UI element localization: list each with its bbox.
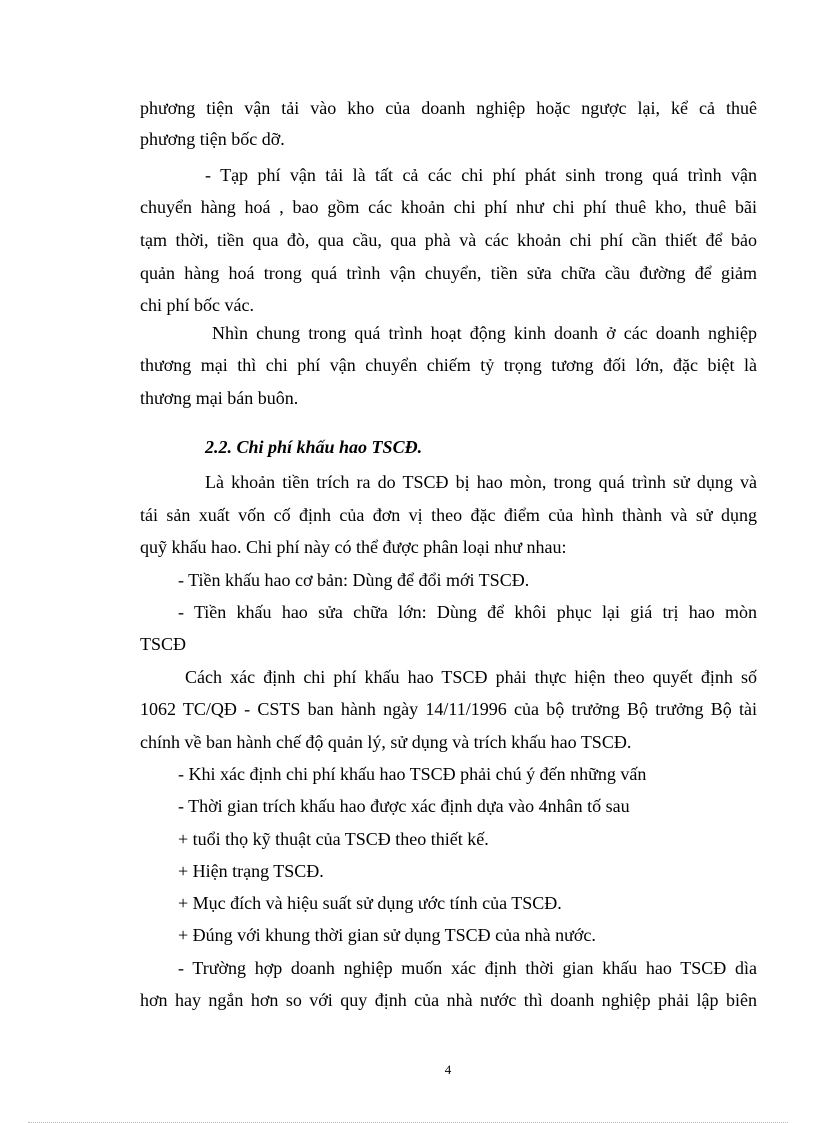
list-item: + tuổi thọ kỹ thuật của TSCĐ theo thiết kế. (178, 829, 489, 849)
paragraph-line: chi phí bốc vác. (140, 295, 254, 315)
list-item: + Hiện trạng TSCĐ. (178, 861, 324, 881)
list-item: + Mục đích và hiệu suất sử dụng ước tính của TSCĐ. (178, 893, 562, 913)
paragraph-line: thương mại thì chi phí vận chuyển chiếm tỷ trọng tương đối lớn, đặc biệt là (140, 355, 757, 375)
section-heading: 2.2. Chi phí khấu hao TSCĐ. (205, 437, 423, 457)
paragraph-line: chuyển hàng hoá , bao gồm các khoản chi phí như chi phí thuê kho, thuê bãi (140, 197, 757, 217)
paragraph-line: Là khoản tiền trích ra do TSCĐ bị hao mòn, trong quá trình sử dụng và (205, 472, 757, 492)
list-item: - Tiền khấu hao cơ bản: Dùng để đổi mới TSCĐ. (178, 570, 530, 590)
paragraph-line: - Tạp phí vận tải là tất cả các chi phí phát sinh trong quá trình vận (205, 165, 757, 185)
paragraph-line: tạm thời, tiền qua đò, qua cầu, qua phà và các khoản chi phí cần thiết để bảo (140, 230, 757, 250)
page-number: 4 (444, 1062, 452, 1077)
paragraph-line: TSCĐ (140, 634, 187, 654)
paragraph-line: Cách xác định chi phí khấu hao TSCĐ phải thực hiện theo quyết định số (185, 667, 757, 687)
paragraph-line: phương tiện bốc dỡ. (140, 129, 285, 149)
paragraph-line: phương tiện vận tải vào kho của doanh nghiệp hoặc ngược lại, kể cả thuê (140, 98, 757, 118)
list-item: - Trường hợp doanh nghiệp muốn xác định thời gian khấu hao TSCĐ dìa (178, 958, 757, 978)
paragraph-line: thương mại bán buôn. (140, 388, 299, 408)
paragraph-line: Nhìn chung trong quá trình hoạt động kinh doanh ở các doanh nghiệp (212, 323, 757, 343)
paragraph-line: hơn hay ngắn hơn so với quy định của nhà nước thì doanh nghiệp phải lập biên (140, 990, 757, 1010)
list-item: + Đúng với khung thời gian sử dụng TSCĐ của nhà nước. (178, 925, 596, 945)
list-item: - Thời gian trích khấu hao được xác định dựa vào 4nhân tố sau (178, 796, 630, 816)
list-item: - Tiền khấu hao sửa chữa lớn: Dùng để khôi phục lại giá trị hao mòn (178, 602, 757, 622)
paragraph-line: 1062 TC/QĐ - CSTS ban hành ngày 14/11/1996 của bộ trưởng Bộ trưởng Bộ tài (140, 699, 757, 719)
list-item: - Khi xác định chi phí khấu hao TSCĐ phải chú ý đến những vấn (178, 764, 647, 784)
paragraph-line: chính về ban hành chế độ quản lý, sử dụng và trích khấu hao TSCĐ. (140, 732, 632, 752)
paragraph-line: quỹ khấu hao. Chi phí này có thể được phân loại như nhau: (140, 537, 567, 557)
paragraph-line: quản hàng hoá trong quá trình vận chuyển, tiền sửa chữa cầu đường để giảm (140, 263, 757, 283)
paragraph-line: tái sản xuất vốn cố định của đơn vị theo đặc điểm của hình thành và sử dụng (140, 505, 757, 525)
